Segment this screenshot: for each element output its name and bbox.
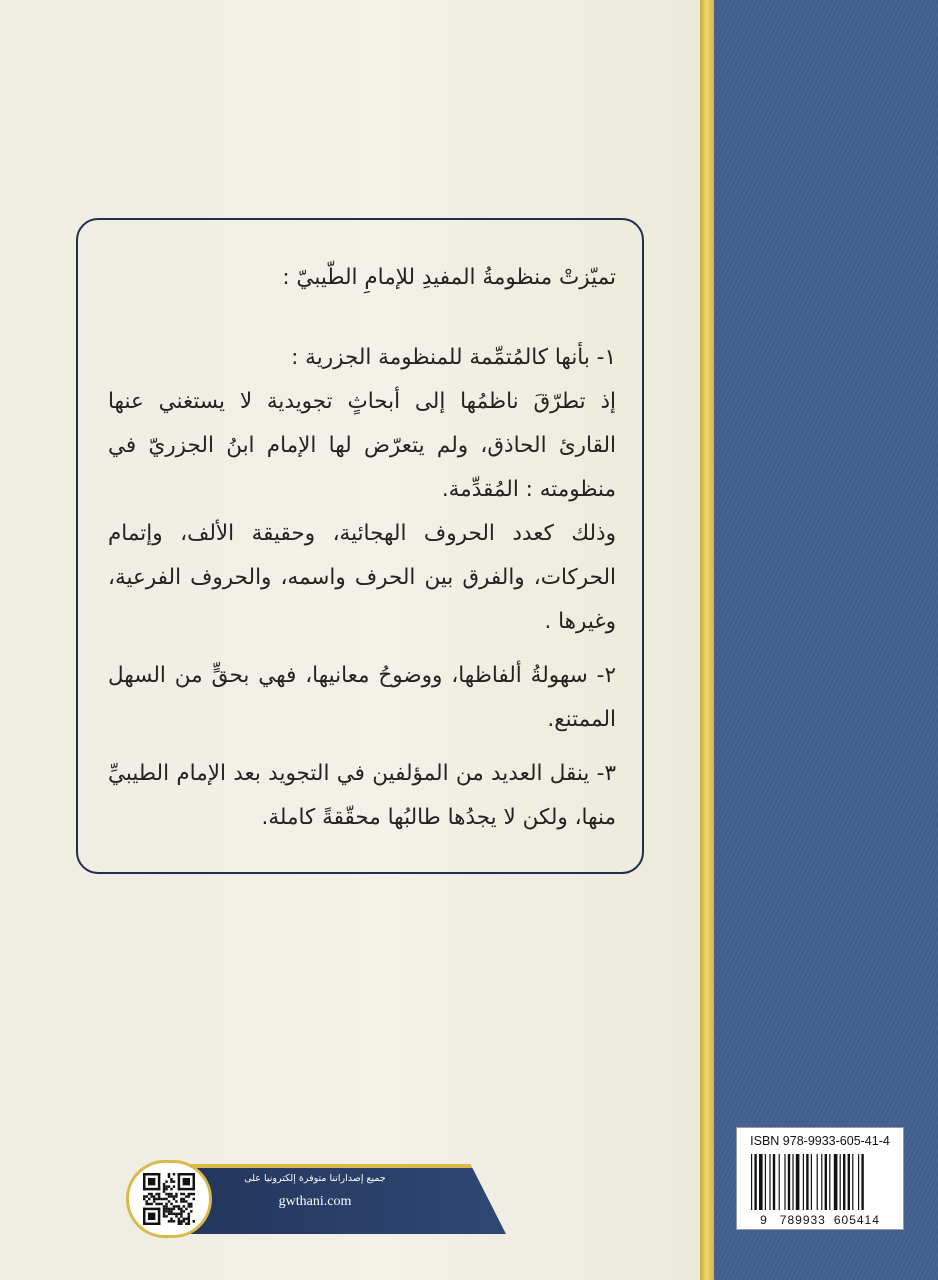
item-1-examples: وذلك كعدد الحروف الهجائية، وحقيقة الألف، وإتمام الحركات، والفرق بين الحرف واسمه، والحروف الفرعية، وغيرها . (108, 521, 616, 634)
isbn-digit-group-2: 605414 (833, 1213, 880, 1227)
item-1-heading: ١- بأنها كالمُتمِّمة للمنظومة الجزرية : (291, 345, 616, 370)
barcode-icon (749, 1154, 893, 1212)
item-2: ٢- سهولةُ ألفاظها، ووضوحُ معانيها، فهي بحقٍّ من السهل الممتنع. (108, 663, 616, 732)
publisher-info (190, 1170, 440, 1228)
isbn-number: ISBN 978-9933-605-41-4 (750, 1134, 890, 1148)
item-3: ٣- ينقل العديد من المؤلفين في التجويد بعد الإمام الطيبيِّ منها، ولكن لا يجدُها طالبُها محقّقةً كاملة. (108, 761, 616, 830)
description-box (76, 218, 644, 874)
isbn-digits (737, 1213, 903, 1227)
box-title: تميّزتْ منظومةُ المفيدِ للإمامِ الطّيبيّ : (282, 265, 616, 290)
item-1-paragraph: إذ تطرّقَ ناظمُها إلى أبحاثٍ تجويدية لا يستغني عنها القارئ الحاذق، ولم يتعرّض لها الإمام ابنُ الجزريّ في منظومته : المُقدِّمة. (108, 389, 616, 502)
isbn-digit-lead: 9 (760, 1213, 768, 1227)
qr-code-icon (143, 1173, 195, 1225)
publisher-note: جميع إصداراتنا متوفرة إلكترونيا على (244, 1173, 386, 1184)
isbn-digit-group-1: 789933 (779, 1213, 826, 1227)
gold-stripe (700, 0, 714, 1280)
blue-spine (714, 0, 938, 1280)
qr-badge (126, 1160, 212, 1238)
publisher-url[interactable]: gwthani.com (278, 1194, 352, 1209)
isbn-label (736, 1127, 904, 1230)
